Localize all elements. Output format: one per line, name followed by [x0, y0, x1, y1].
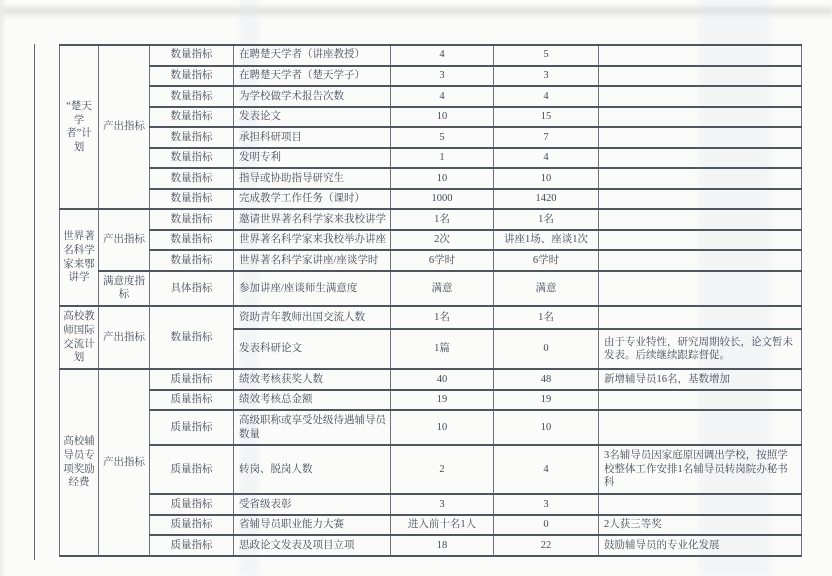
subtype-cell: 数量指标 [150, 209, 234, 230]
table-row [60, 66, 802, 87]
category-cell: 产出指标 [99, 209, 150, 271]
indicator-cell: 参加讲座/座谈师生满意度 [234, 271, 391, 306]
indicator-cell: 在聘楚天学者（讲座教授） [234, 45, 391, 66]
value1-cell: 1名 [391, 306, 494, 330]
scan-streak-left [0, 0, 7, 576]
value1-cell: 4 [391, 45, 494, 66]
note-cell: 3名辅导员因家庭原因调出学校，按照学校整体工作安排1名辅导员转岗院办秘书科 [599, 445, 802, 494]
note-cell: 由于专业特性，研究周期较长，论文暂未发表。后续继续跟踪督促。 [599, 329, 802, 369]
subtype-cell: 质量指标 [150, 369, 234, 390]
note-cell [599, 107, 802, 128]
value1-cell: 40 [391, 369, 494, 390]
value1-cell: 6学时 [391, 250, 494, 271]
table-row [60, 535, 802, 556]
category-cell: 产出指标 [99, 369, 150, 556]
value1-cell: 10 [391, 410, 494, 445]
table-row [60, 369, 802, 390]
subtype-cell: 数量指标 [150, 107, 234, 128]
note-cell [599, 148, 802, 169]
table-row [60, 410, 802, 445]
subtype-cell: 数量指标 [150, 189, 234, 210]
value2-cell: 3 [494, 66, 599, 87]
note-cell: 新增辅导员16名，基数增加 [599, 369, 802, 390]
table-left-outer-border [34, 44, 35, 560]
value1-cell: 2次 [391, 230, 494, 251]
table-row [60, 230, 802, 251]
table-row [60, 209, 802, 230]
indicator-cell: 资助青年教师出国交流人数 [234, 306, 391, 330]
indicator-cell: 转岗、脱岗人数 [234, 445, 391, 494]
indicator-cell: 发明专利 [234, 148, 391, 169]
note-cell [599, 66, 802, 87]
table-row [60, 515, 802, 536]
note-cell: 2人获三等奖 [599, 515, 802, 536]
note-cell: 鼓励辅导员的专业化发展 [599, 535, 802, 556]
note-cell [599, 271, 802, 306]
note-cell [599, 306, 802, 330]
category-cell: 产出指标 [99, 45, 150, 209]
indicator-cell: 为学校做学术报告次数 [234, 86, 391, 107]
subtype-cell: 数量指标 [150, 230, 234, 251]
indicator-cell: 发表论文 [234, 107, 391, 128]
note-cell [599, 494, 802, 515]
value2-cell: 1420 [494, 189, 599, 210]
value1-cell: 1名 [391, 209, 494, 230]
indicator-cell: 邀请世界著名科学家来我校讲学 [234, 209, 391, 230]
table-row [60, 189, 802, 210]
table-row [60, 168, 802, 189]
table-row [60, 86, 802, 107]
table-body [60, 45, 802, 556]
value1-cell: 3 [391, 494, 494, 515]
indicator-cell: 在聘楚天学者（楚天学子） [234, 66, 391, 87]
value2-cell: 5 [494, 45, 599, 66]
subtype-cell: 数量指标 [150, 148, 234, 169]
indicator-cell: 承担科研项目 [234, 127, 391, 148]
value2-cell: 1名 [494, 306, 599, 330]
category-cell: 满意度指标 [99, 271, 150, 306]
category-cell: 产出指标 [99, 306, 150, 369]
subtype-cell: 数量指标 [150, 250, 234, 271]
indicator-cell: 绩效考核总金额 [234, 390, 391, 411]
note-cell [599, 86, 802, 107]
project-cell: 世界著名科学家来鄂讲学 [60, 209, 99, 305]
performance-indicator-table [59, 44, 802, 557]
project-cell: 高校辅导员专项奖励经费 [60, 369, 99, 556]
value2-cell: 48 [494, 369, 599, 390]
subtype-cell: 数量指标 [150, 168, 234, 189]
value1-cell: 5 [391, 127, 494, 148]
note-cell [599, 45, 802, 66]
indicator-cell: 完成教学工作任务（课时） [234, 189, 391, 210]
value2-cell: 10 [494, 410, 599, 445]
subtype-cell: 质量指标 [150, 445, 234, 494]
value2-cell: 0 [494, 329, 599, 369]
value2-cell: 15 [494, 107, 599, 128]
note-cell [599, 127, 802, 148]
value1-cell: 1000 [391, 189, 494, 210]
subtype-cell: 数量指标 [150, 127, 234, 148]
table-row [60, 271, 802, 306]
value2-cell: 3 [494, 494, 599, 515]
indicator-cell: 受省级表彰 [234, 494, 391, 515]
value1-cell: 2 [391, 445, 494, 494]
value2-cell: 4 [494, 445, 599, 494]
value2-cell: 7 [494, 127, 599, 148]
scan-artifact-band [0, 5, 832, 18]
value2-cell: 1名 [494, 209, 599, 230]
note-cell [599, 390, 802, 411]
table-row [60, 494, 802, 515]
indicator-cell: 绩效考核获奖人数 [234, 369, 391, 390]
indicator-cell: 指导或协助指导研究生 [234, 168, 391, 189]
value2-cell: 19 [494, 390, 599, 411]
table-row [60, 390, 802, 411]
subtype-cell: 质量指标 [150, 535, 234, 556]
indicator-cell: 世界著名科学家讲座/座谈学时 [234, 250, 391, 271]
indicator-cell: 发表科研论文 [234, 329, 391, 369]
indicator-cell: 省辅导员职业能力大赛 [234, 515, 391, 536]
table-row [60, 445, 802, 494]
subtype-cell: 质量指标 [150, 390, 234, 411]
table-row [60, 107, 802, 128]
subtype-cell: 数量指标 [150, 86, 234, 107]
note-cell [599, 209, 802, 230]
value1-cell: 4 [391, 86, 494, 107]
value1-cell: 3 [391, 66, 494, 87]
table-row [60, 127, 802, 148]
table-row [60, 148, 802, 169]
note-cell [599, 168, 802, 189]
subtype-cell: 数量指标 [150, 45, 234, 66]
value2-cell: 10 [494, 168, 599, 189]
value1-cell: 满意 [391, 271, 494, 306]
value1-cell: 1篇 [391, 329, 494, 369]
value2-cell: 讲座1场、座谈1次 [494, 230, 599, 251]
value2-cell: 4 [494, 148, 599, 169]
value1-cell: 进入前十名1人 [391, 515, 494, 536]
subtype-cell: 数量指标 [150, 306, 234, 369]
value2-cell: 22 [494, 535, 599, 556]
table-row [60, 250, 802, 271]
table-row [60, 306, 802, 330]
subtype-cell: 具体指标 [150, 271, 234, 306]
value1-cell: 19 [391, 390, 494, 411]
value2-cell: 4 [494, 86, 599, 107]
value1-cell: 10 [391, 107, 494, 128]
value2-cell: 0 [494, 515, 599, 536]
note-cell [599, 250, 802, 271]
value1-cell: 18 [391, 535, 494, 556]
value1-cell: 10 [391, 168, 494, 189]
subtype-cell: 数量指标 [150, 66, 234, 87]
table-row [60, 45, 802, 66]
project-cell: 高校教师国际交流计划 [60, 306, 99, 369]
indicator-cell: 思政论文发表及项目立项 [234, 535, 391, 556]
subtype-cell: 质量指标 [150, 410, 234, 445]
note-cell [599, 410, 802, 445]
subtype-cell: 质量指标 [150, 494, 234, 515]
note-cell [599, 189, 802, 210]
value1-cell: 1 [391, 148, 494, 169]
note-cell [599, 230, 802, 251]
subtype-cell: 质量指标 [150, 515, 234, 536]
value2-cell: 满意 [494, 271, 599, 306]
project-cell: “楚天学者”计划 [60, 45, 99, 209]
indicator-cell: 世界著名科学家来我校举办讲座 [234, 230, 391, 251]
indicator-cell: 高级职称或享受处级待遇辅导员数量 [234, 410, 391, 445]
value2-cell: 6学时 [494, 250, 599, 271]
